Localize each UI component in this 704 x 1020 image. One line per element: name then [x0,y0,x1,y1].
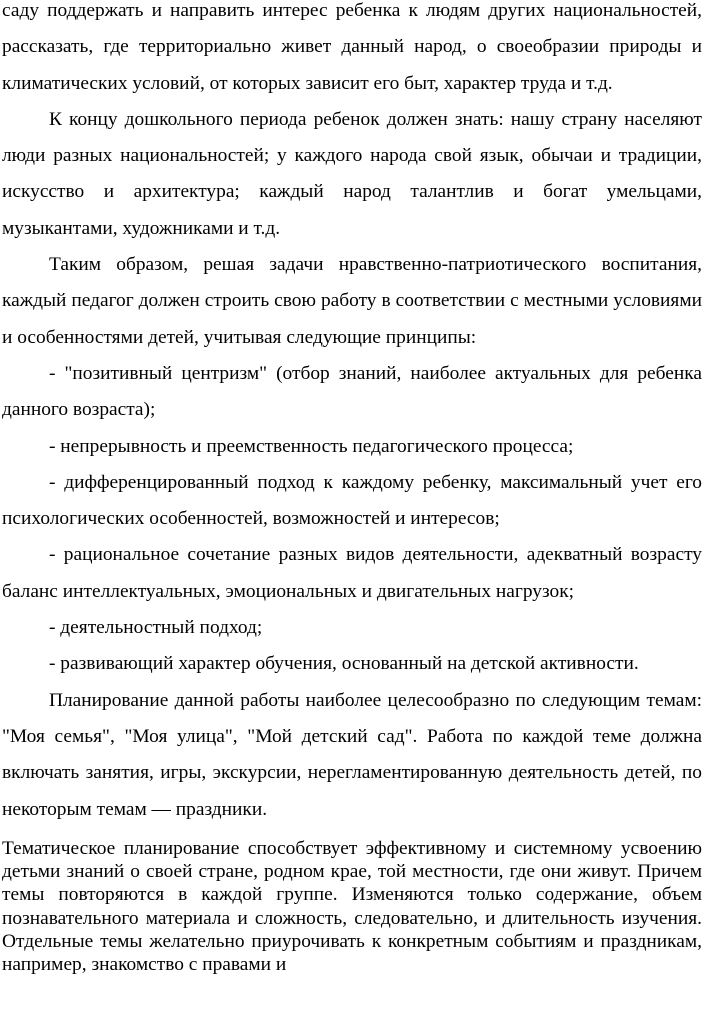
principle-item-2: - непрерывность и преемственность педагогического процесса; [49,435,574,457]
paragraph-thematic: Тематическое планирование способствует эффективному и системному усвоению детьми знаний о своей стране, родном крае, той местности, где они живут. Причем темы повторяются в каждой группе. Изменяются только содержание, объем познавательного материала и сложность, следовательно, и длительность изучения. Отдельные темы желательно приурочивать к конкретным событиям и праздникам, например, знакомство с правами и [2,837,702,976]
principle-item-3: - дифференцированный подход к каждому ребенку, максимальный учет его психологических особенностей, возможностей и интересов; [2,471,702,530]
paragraph-planning: Планирование данной работы наиболее целесообразно по следующим темам: "Моя семья", "Моя улица", "Мой детский сад". Работа по каждой теме должна включать занятия, игры, экскурсии, нерегламентированную деятельность детей, по некоторым темам — праздники. [2,689,702,820]
principle-item-1: - "позитивный центризм" (отбор знаний, наиболее актуальных для ребенка данного возраста); [2,362,702,421]
principle-item-4: - рациональное сочетание разных видов деятельности, адекватный возрасту баланс интеллектуальных, эмоциональных и двигательных нагрузок; [2,544,702,602]
principle-item-6: - развивающий характер обучения, основанный на детской активности. [49,653,639,675]
paragraph-3: Таким образом, решая задачи нравственно-патриотического воспитания, каждый педагог должен строить свою работу в соответствии с местными условиями и особенностями детей, учитывая следующие принципы: [2,254,702,348]
paragraph-2: К концу дошкольного периода ребенок должен знать: нашу страну населяют люди разных национальностей; у каждого народа свой язык, обычаи и традиции, искусство и архитектура; каждый народ талантлив и богат умельцами, музыкантами, художниками и т.д. [2,108,702,239]
principle-item-5: - деятельностный подход; [49,617,263,639]
paragraph-1: саду поддержать и направить интерес ребенка к людям других национальностей, рассказать, где территориально живет данный народ, о своеобразии природы и климатических условий, от которых зависит его быт, характер труда и т.д. [2,0,702,94]
